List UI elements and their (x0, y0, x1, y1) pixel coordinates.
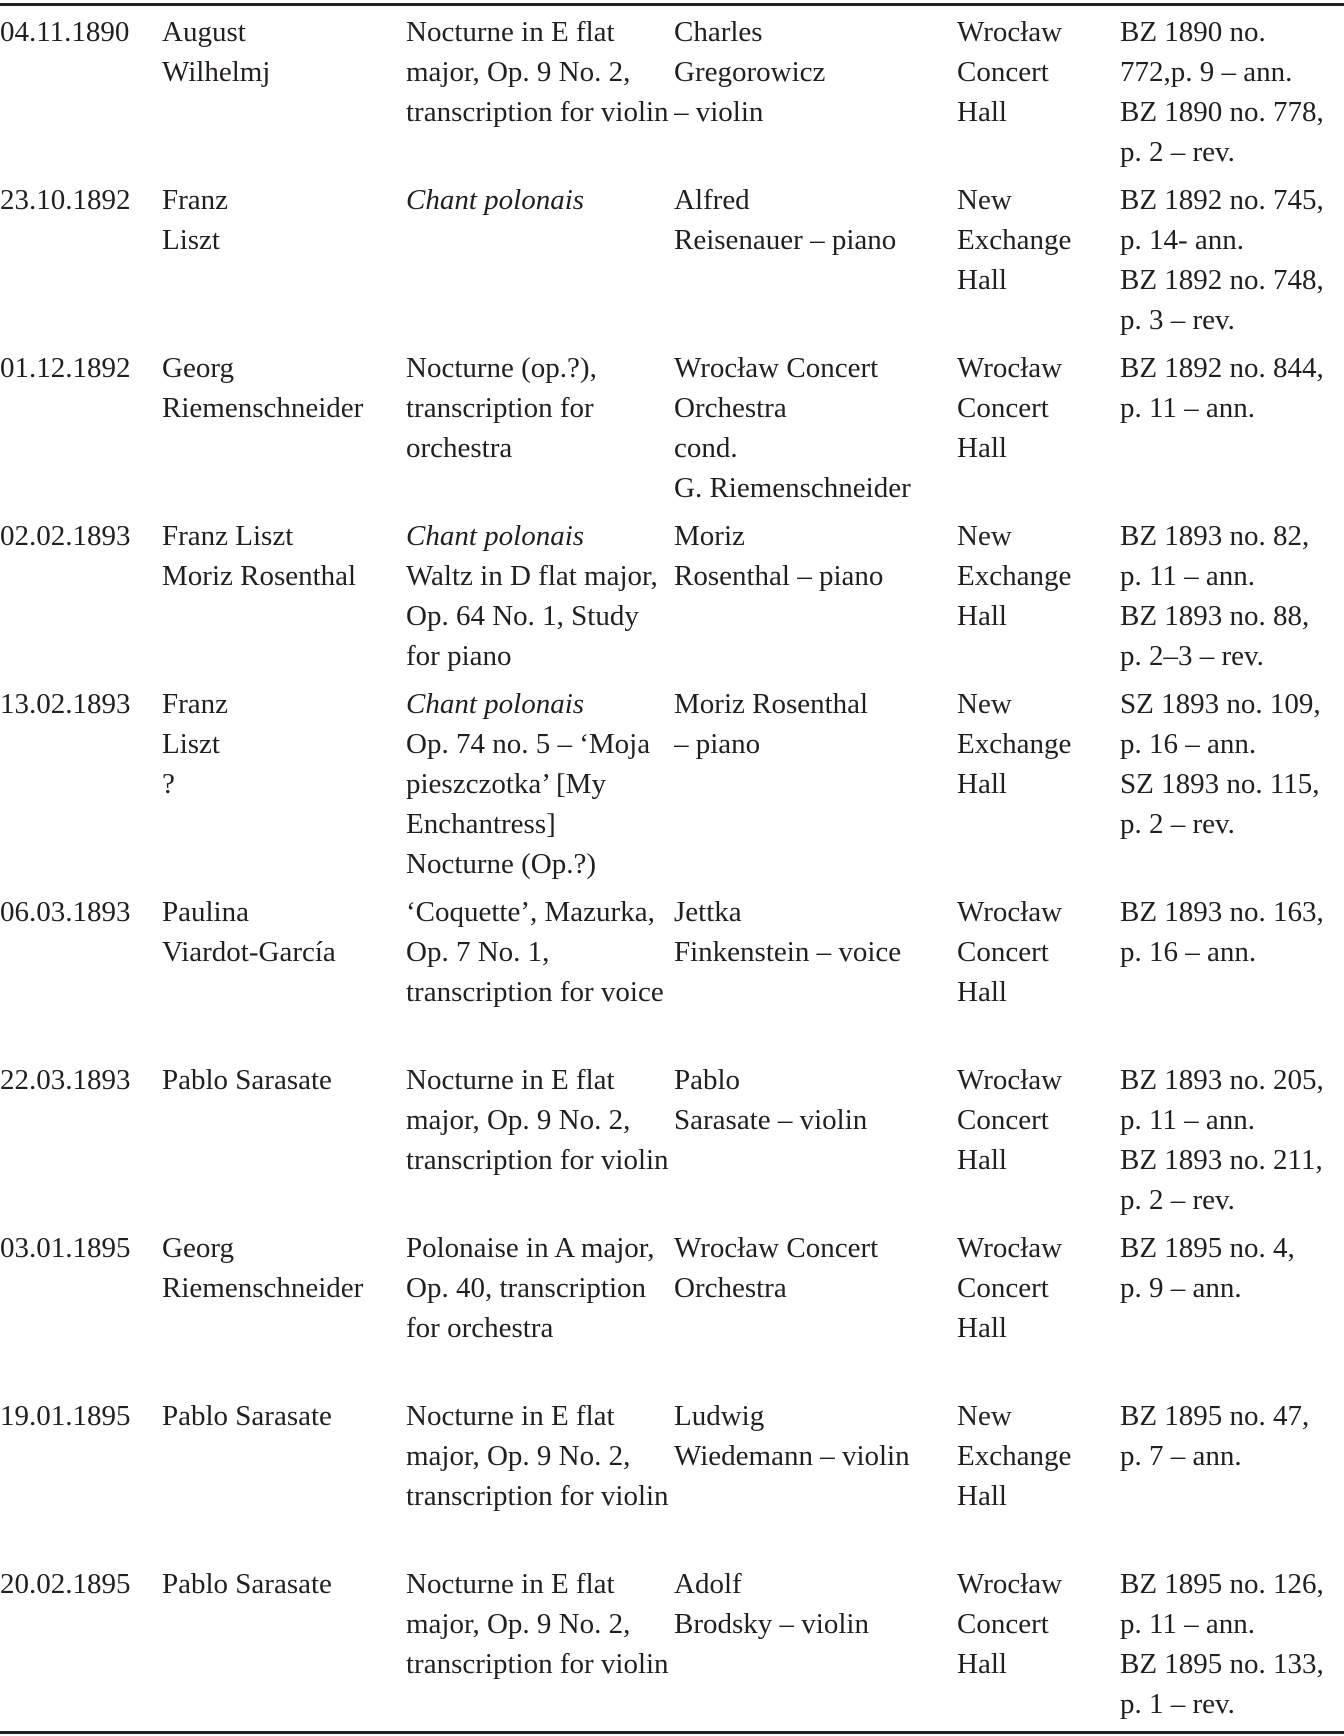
table-bottom-rule (0, 1731, 1344, 1734)
concert-table (0, 8, 1344, 1728)
cell-source: BZ 1892 no. 844, p. 11 – ann. (1120, 352, 1324, 424)
cell-composer: Franz Liszt ? (162, 688, 229, 800)
work-title: Nocturne in E flat major, Op. 9 No. 2, transcription for violin (406, 16, 669, 128)
cell-source: BZ 1895 no. 4, p. 9 – ann. (1120, 1232, 1295, 1304)
cell-performer: Moriz Rosenthal – piano (674, 520, 884, 592)
cell-venue: New Exchange Hall (957, 1400, 1072, 1512)
work-title: Nocturne in E flat major, Op. 9 No. 2, transcription for violin (406, 1568, 669, 1680)
cell-venue: New Exchange Hall (957, 520, 1072, 632)
cell-composer: Paulina Viardot-García (162, 896, 336, 968)
cell-performer: Jettka Finkenstein – voice (674, 896, 902, 968)
cell-composer: Pablo Sarasate (162, 1568, 332, 1600)
cell-performer: Moriz Rosenthal – piano (674, 688, 869, 760)
work-title: Op. 74 no. 5 – ‘Moja pieszczotka’ [My Enchantress] (406, 728, 651, 840)
work-title: Chant polonais (406, 184, 585, 216)
table-top-rule (0, 3, 1344, 6)
table-row (0, 1560, 1344, 1728)
table-row (0, 1224, 1344, 1392)
cell-composer: Georg Riemenschneider (162, 1232, 364, 1304)
work-title: ‘Coquette’, Mazurka, Op. 7 No. 1, transcription for voice (406, 896, 664, 1008)
cell-date: 02.02.1893 (0, 520, 131, 552)
cell-source: SZ 1893 no. 109, p. 16 – ann. SZ 1893 no. 115, p. 2 – rev. (1120, 688, 1321, 840)
work-title: Nocturne (Op.?) (406, 848, 597, 880)
cell-date: 06.03.1893 (0, 896, 131, 928)
cell-performer: Pablo Sarasate – violin (674, 1064, 868, 1136)
cell-venue: Wrocław Concert Hall (957, 1568, 1063, 1680)
cell-date: 13.02.1893 (0, 688, 131, 720)
cell-work (406, 344, 674, 512)
cell-venue: Wrocław Concert Hall (957, 16, 1063, 128)
cell-venue: New Exchange Hall (957, 688, 1072, 800)
work-title: Nocturne in E flat major, Op. 9 No. 2, transcription for violin (406, 1064, 669, 1176)
cell-venue: Wrocław Concert Hall (957, 1232, 1063, 1344)
work-title: Chant polonais (406, 688, 585, 720)
cell-work (406, 1224, 674, 1392)
cell-venue: New Exchange Hall (957, 184, 1072, 296)
work-title: Nocturne (op.?), transcription for orchestra (406, 352, 597, 464)
cell-performer: Ludwig Wiedemann – violin (674, 1400, 910, 1472)
cell-composer: Pablo Sarasate (162, 1064, 332, 1096)
cell-source: BZ 1893 no. 163, p. 16 – ann. (1120, 896, 1324, 968)
cell-date: 23.10.1892 (0, 184, 131, 216)
cell-date: 19.01.1895 (0, 1400, 131, 1432)
work-title: Waltz in D flat major, Op. 64 No. 1, Study for piano (406, 560, 658, 672)
table-row (0, 176, 1344, 344)
cell-performer: Wrocław Concert Orchestra cond. G. Riemenschneider (674, 352, 911, 504)
work-title: Nocturne in E flat major, Op. 9 No. 2, transcription for violin (406, 1400, 669, 1512)
table-row (0, 1056, 1344, 1224)
cell-performer: Charles Gregorowicz – violin (674, 16, 826, 128)
table-row (0, 888, 1344, 1056)
table-row (0, 8, 1344, 176)
table-row (0, 512, 1344, 680)
cell-source: BZ 1895 no. 126, p. 11 – ann. BZ 1895 no. 133, p. 1 – rev. (1120, 1568, 1324, 1720)
table-row (0, 344, 1344, 512)
cell-composer: Georg Riemenschneider (162, 352, 364, 424)
table-body (0, 8, 1344, 1728)
cell-work (406, 1056, 674, 1224)
cell-work (406, 512, 674, 680)
cell-venue: Wrocław Concert Hall (957, 896, 1063, 1008)
cell-venue: Wrocław Concert Hall (957, 352, 1063, 464)
cell-work (406, 680, 674, 888)
cell-composer: Franz Liszt Moriz Rosenthal (162, 520, 357, 592)
cell-work (406, 888, 674, 1056)
cell-venue: Wrocław Concert Hall (957, 1064, 1063, 1176)
cell-composer: Franz Liszt (162, 184, 229, 256)
cell-date: 04.11.1890 (0, 16, 130, 48)
cell-source: BZ 1890 no. 772,p. 9 – ann. BZ 1890 no. 778, p. 2 – rev. (1120, 16, 1324, 168)
cell-work (406, 8, 674, 176)
cell-work (406, 1560, 674, 1728)
cell-date: 20.02.1895 (0, 1568, 131, 1600)
cell-date: 03.01.1895 (0, 1232, 131, 1264)
cell-source: BZ 1893 no. 82, p. 11 – ann. BZ 1893 no. 88, p. 2–3 – rev. (1120, 520, 1310, 672)
cell-performer: Wrocław Concert Orchestra (674, 1232, 879, 1304)
cell-performer: Alfred Reisenauer – piano (674, 184, 897, 256)
cell-composer: Pablo Sarasate (162, 1400, 332, 1432)
cell-source: BZ 1895 no. 47, p. 7 – ann. (1120, 1400, 1310, 1472)
cell-date: 01.12.1892 (0, 352, 131, 384)
cell-work (406, 176, 674, 344)
cell-composer: August Wilhelmj (162, 16, 271, 88)
work-title: Chant polonais (406, 520, 585, 552)
cell-date: 22.03.1893 (0, 1064, 131, 1096)
cell-source: BZ 1892 no. 745, p. 14- ann. BZ 1892 no. 748, p. 3 – rev. (1120, 184, 1324, 336)
work-title: Polonaise in A major, Op. 40, transcription for orchestra (406, 1232, 655, 1344)
cell-work (406, 1392, 674, 1560)
cell-performer: Adolf Brodsky – violin (674, 1568, 869, 1640)
cell-source: BZ 1893 no. 205, p. 11 – ann. BZ 1893 no. 211, p. 2 – rev. (1120, 1064, 1324, 1216)
table-row (0, 1392, 1344, 1560)
table-row (0, 680, 1344, 888)
